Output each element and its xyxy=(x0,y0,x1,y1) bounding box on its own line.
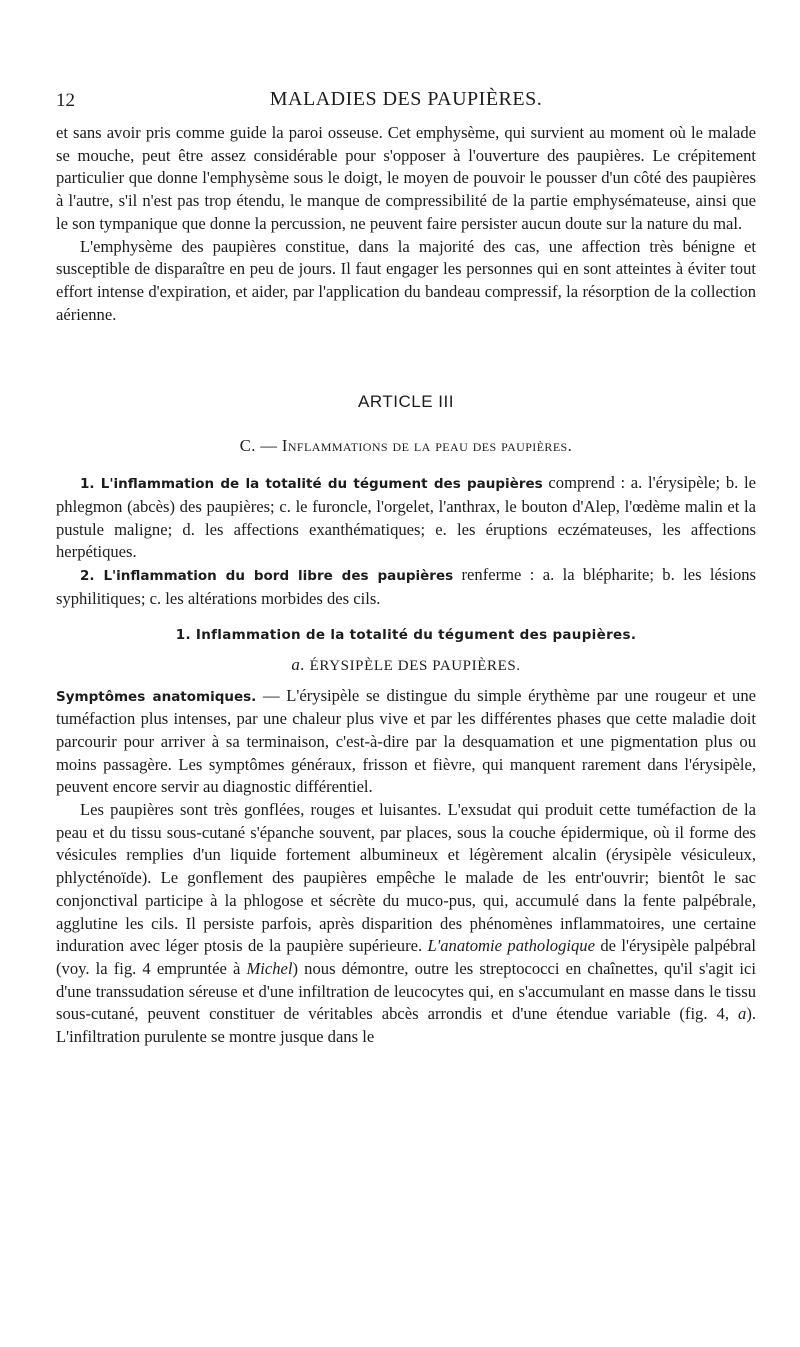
summary-item-2-text: renferme : a. la blépharite; b. les lésions syphilitiques; c. les altérations morbides des cils. xyxy=(56,565,757,608)
summary-list xyxy=(56,472,756,610)
erysipelas-heading-letter: a. xyxy=(291,654,306,674)
section-heading: C. — Inflammations de la peau des paupières. xyxy=(239,436,573,456)
summary-item-1-lead: 1. L'inflammation de la totalité du tégument des paupières xyxy=(80,476,543,493)
summary-item-1-text: comprend : a. l'érysipèle; b. le phlegmon (abcès) des paupières; c. le furoncle, l'orgelet, l'anthrax, le bouton d'Alep, l'œdème malin et la pustule maligne; d. les affections exanthématiques; e. les éruptions eczémateuses, les affections herpétiques. xyxy=(56,473,756,562)
page-number: 12 xyxy=(56,90,75,111)
paragraph-emphysema-diagnosis: et sans avoir pris comme guide la paroi osseuse. Cet emphysème, qui survient au moment où le malade se mouche, peut être assez considérable pour s'opposer à l'ouverture des paupières. Le crépitement particulier que donne l'emphysème sous le doigt, le moyen de pouvoir le pousser d'un côté des paupières à l'autre, s'il n'est pas trop étendu, le manque de compressibilité de la partie emphysémateuse, ainsi que le son tympanique que donne la percussion, ne peuvent faire persister aucun doute sur la nature du mal. xyxy=(56,123,756,233)
running-header xyxy=(56,86,756,116)
eyelid-swelling-text: Les paupières sont très gonflées, rouges et luisantes. L'exsudat qui produit cette tuméfaction de la peau et du tissu sous-cutané s'épanche souvent, par places, sous la couche épidermique, où il forme des vésicules remplies d'un liquide fortement albumineux et légèrement alcalin (érysipèle vésiculeux, phlycténoïde). Le gonflement des paupières empêche le malade de les entr'ouvrir; bientôt le sac conjonctival participe à la phlogose et sécrète du muco-pus, qui, accumulé dans la fente palpébrale, agglutine les cils. Il persiste parfois, après disparition des phénomènes inflammatoires, une certaine induration avec léger ptosis de la paupière supérieure. xyxy=(56,800,756,956)
figure-label-a: a xyxy=(738,1004,747,1024)
erysipelas-body xyxy=(56,685,756,1049)
summary-item-2-lead: 2. L'inflammation du bord libre des paupières xyxy=(80,568,454,585)
paragraph-emphysema-prognosis: L'emphysème des paupières constitue, dans la majorité des cas, une affection très bénigne et susceptible de disparaître en peu de jours. Il faut engager les personnes qui en sont atteintes à éviter tout effort intense d'expiration, et aider, par l'application du bandeau compressif, la résorption de la collection aérienne. xyxy=(56,236,756,324)
symptoms-text: — L'érysipèle se distingue du simple érythème par une rougeur et une tuméfaction plus intenses, par une chaleur plus vive et par les différentes phases que cette maladie doit parcourir pour arriver à sa terminaison, c'est-à-dire par la desquamation et une pigmentation plus ou moins passagère. Les symptômes généraux, frisson et fièvre, qui manquent rarement dans l'érysipèle, peuvent encore servir au diagnostic différentiel. xyxy=(56,685,756,797)
erysipelas-heading xyxy=(56,655,756,675)
erysipelas-heading-title: ÉRYSIPÈLE DES PAUPIÈRES. xyxy=(309,657,521,674)
figure-reference-text: de l'érysipèle palpébral (voy. la fig. 4 empruntée à xyxy=(56,936,756,978)
summary-item-1 xyxy=(56,472,756,564)
subsection-heading: 1. Inflammation de la totalité du tégument des paupières. xyxy=(175,626,637,643)
summary-item-2 xyxy=(56,564,756,610)
paragraph-eyelid-swelling xyxy=(56,799,756,1049)
anatomy-pathology-term: L'anatomie pathologique xyxy=(427,936,595,956)
author-michel: Michel xyxy=(246,958,293,978)
article-title: ARTICLE III xyxy=(358,392,454,412)
infiltration-text: ). L'infiltration purulente se montre jusque dans le xyxy=(56,1004,756,1047)
running-title: MALADIES DES PAUPIÈRES. xyxy=(269,88,543,110)
book-page xyxy=(56,86,756,1049)
paragraph-symptoms xyxy=(56,685,756,800)
streptococci-text: ) nous démontre, outre les streptococci en chaînettes, qu'il s'agit ici d'une transsudation séreuse et d'une infiltration de leucocytes qui, en s'accumulant en masse dans le tissu sous-cutané, peuvent constituer de véritables abcès arrondis et d'une étendue variable (fig. 4, xyxy=(56,958,756,1024)
symptoms-lead: Symptômes anatomiques. xyxy=(56,688,257,705)
